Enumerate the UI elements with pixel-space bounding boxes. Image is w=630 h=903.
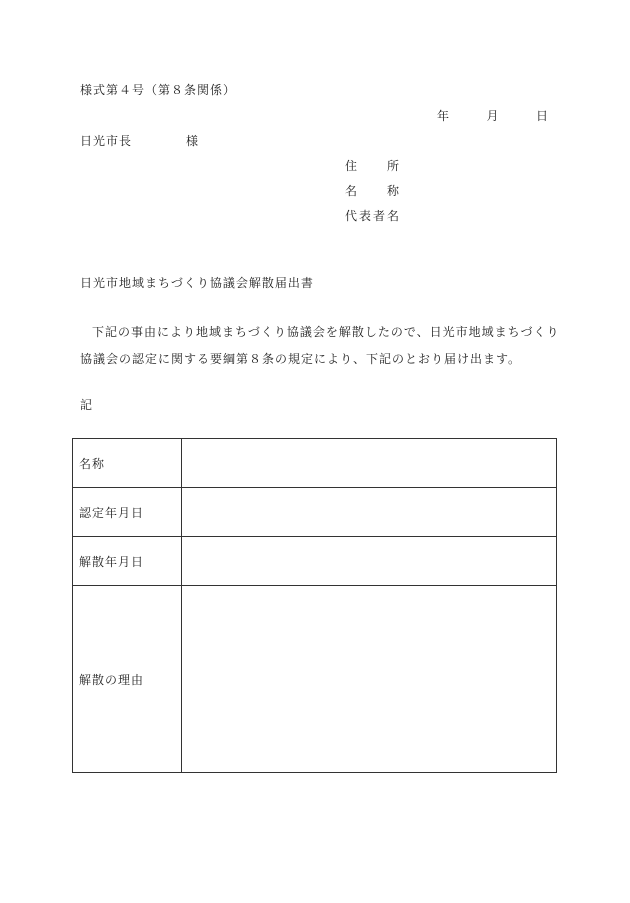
table-row xyxy=(73,488,557,537)
body-line-1: 下記の事由により地域まちづくり協議会を解散したので、日光市地域まちづくり xyxy=(92,325,560,339)
document-title: 日光市地域まちづくり協議会解散届出書 xyxy=(80,276,314,290)
ki-heading: 記 xyxy=(80,398,94,412)
form-number: 様式第４号（第８条関係） xyxy=(80,83,237,97)
row-label-dissolution-date: 解散年月日 xyxy=(73,537,182,586)
body-line-2: 協議会の認定に関する要綱第８条の規定により、下記のとおり届け出ます。 xyxy=(80,352,522,366)
representative-label: 代表者名 xyxy=(345,209,399,223)
table-row xyxy=(73,439,557,488)
table-row xyxy=(73,586,557,773)
row-label-name: 名称 xyxy=(73,439,182,488)
date-line xyxy=(437,107,549,124)
addressee-name: 日光市長 xyxy=(80,134,133,148)
addressee-suffix: 様 xyxy=(186,134,200,148)
body-text xyxy=(80,319,560,373)
row-label-dissolution-reason: 解散の理由 xyxy=(73,586,182,773)
addressee xyxy=(80,132,199,149)
name-label: 名 称 xyxy=(345,184,399,198)
row-value-certification-date[interactable] xyxy=(182,488,557,537)
table-row xyxy=(73,537,557,586)
row-label-certification-date: 認定年月日 xyxy=(73,488,182,537)
date-month-label: 月 xyxy=(486,109,500,123)
row-value-dissolution-reason[interactable] xyxy=(182,586,557,773)
details-table xyxy=(72,438,557,773)
row-value-dissolution-date[interactable] xyxy=(182,537,557,586)
address-label: 住 所 xyxy=(345,159,399,173)
applicant-block xyxy=(345,154,399,229)
date-year-label: 年 xyxy=(437,109,451,123)
row-value-name[interactable] xyxy=(182,439,557,488)
date-day-label: 日 xyxy=(535,109,549,123)
